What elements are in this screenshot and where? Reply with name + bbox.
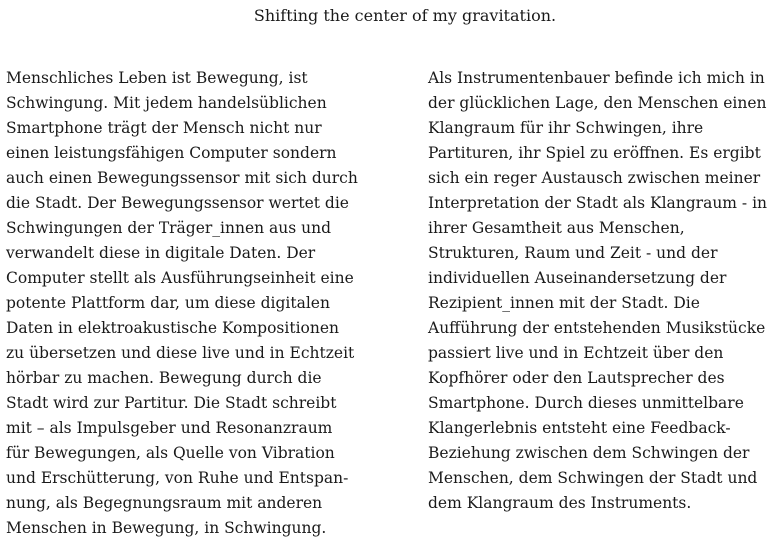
text-line: hörbar zu machen. Bewegung durch die: [6, 369, 322, 387]
text-line: Interpretation der Stadt als Klangraum - in: [428, 194, 768, 212]
text-line: und Erschütterung, von Ruhe und Entspan-: [6, 469, 349, 487]
text-line: verwandelt diese in digitale Daten. Der: [6, 244, 316, 262]
right-column: [428, 66, 778, 516]
text-line: Klangraum für ihr Schwingen, ihre: [428, 119, 704, 137]
page-title: Shifting the center of my gravitation.: [253, 6, 557, 25]
text-line: für Bewegungen, als Quelle von Vibration: [6, 444, 335, 462]
text-line: die Stadt. Der Bewegungssensor wertet die: [6, 194, 349, 212]
text-line: ihrer Gesamtheit aus Menschen,: [428, 219, 685, 237]
text-line: Menschliches Leben ist Bewegung, ist: [6, 69, 308, 87]
left-column: [6, 66, 396, 541]
text-line: passiert live und in Echtzeit über den: [428, 344, 724, 362]
text-line: Partituren, ihr Spiel zu eröffnen. Es ergibt: [428, 144, 761, 162]
text-line: Daten in elektroakustische Kompositionen: [6, 319, 340, 337]
text-line: potente Plattform dar, um diese digitalen: [6, 294, 330, 312]
text-line: Menschen, dem Schwingen der Stadt und: [428, 469, 758, 487]
text-line: dem Klangraum des Instruments.: [428, 494, 692, 512]
text-line: auch einen Bewegungssensor mit sich durch: [6, 169, 358, 187]
text-line: Computer stellt als Ausführungseinheit eine: [6, 269, 354, 287]
text-line: Rezipient_innen mit der Stadt. Die: [428, 294, 700, 312]
text-line: Smartphone trägt der Mensch nicht nur: [6, 119, 322, 137]
text-line: Schwingungen der Träger_innen aus und: [6, 219, 332, 237]
text-line: Aufführung der entstehenden Musikstücke: [428, 319, 766, 337]
text-line: Strukturen, Raum und Zeit - und der: [428, 244, 718, 262]
text-line: Smartphone. Durch dieses unmittelbare: [428, 394, 744, 412]
text-line: Beziehung zwischen dem Schwingen der: [428, 444, 750, 462]
text-line: nung, als Begegnungsraum mit anderen: [6, 494, 323, 512]
text-line: zu übersetzen und diese live und in Echtzeit: [6, 344, 355, 362]
text-line: sich ein reger Austausch zwischen meiner: [428, 169, 761, 187]
text-line: Stadt wird zur Partitur. Die Stadt schreibt: [6, 394, 337, 412]
text-line: Schwingung. Mit jedem handelsüblichen: [6, 94, 327, 112]
text-line: mit – als Impulsgeber und Resonanzraum: [6, 419, 333, 437]
text-line: Klangerlebnis entsteht eine Feedback-: [428, 419, 731, 437]
text-line: individuellen Auseinandersetzung der: [428, 269, 727, 287]
text-line: der glücklichen Lage, den Menschen einen: [428, 94, 767, 112]
text-line: Als Instrumentenbauer befinde ich mich in: [428, 69, 765, 87]
text-line: einen leistungsfähigen Computer sondern: [6, 144, 337, 162]
text-line: Kopfhörer oder den Lautsprecher des: [428, 369, 725, 387]
text-line: Menschen in Bewegung, in Schwingung.: [6, 519, 327, 537]
